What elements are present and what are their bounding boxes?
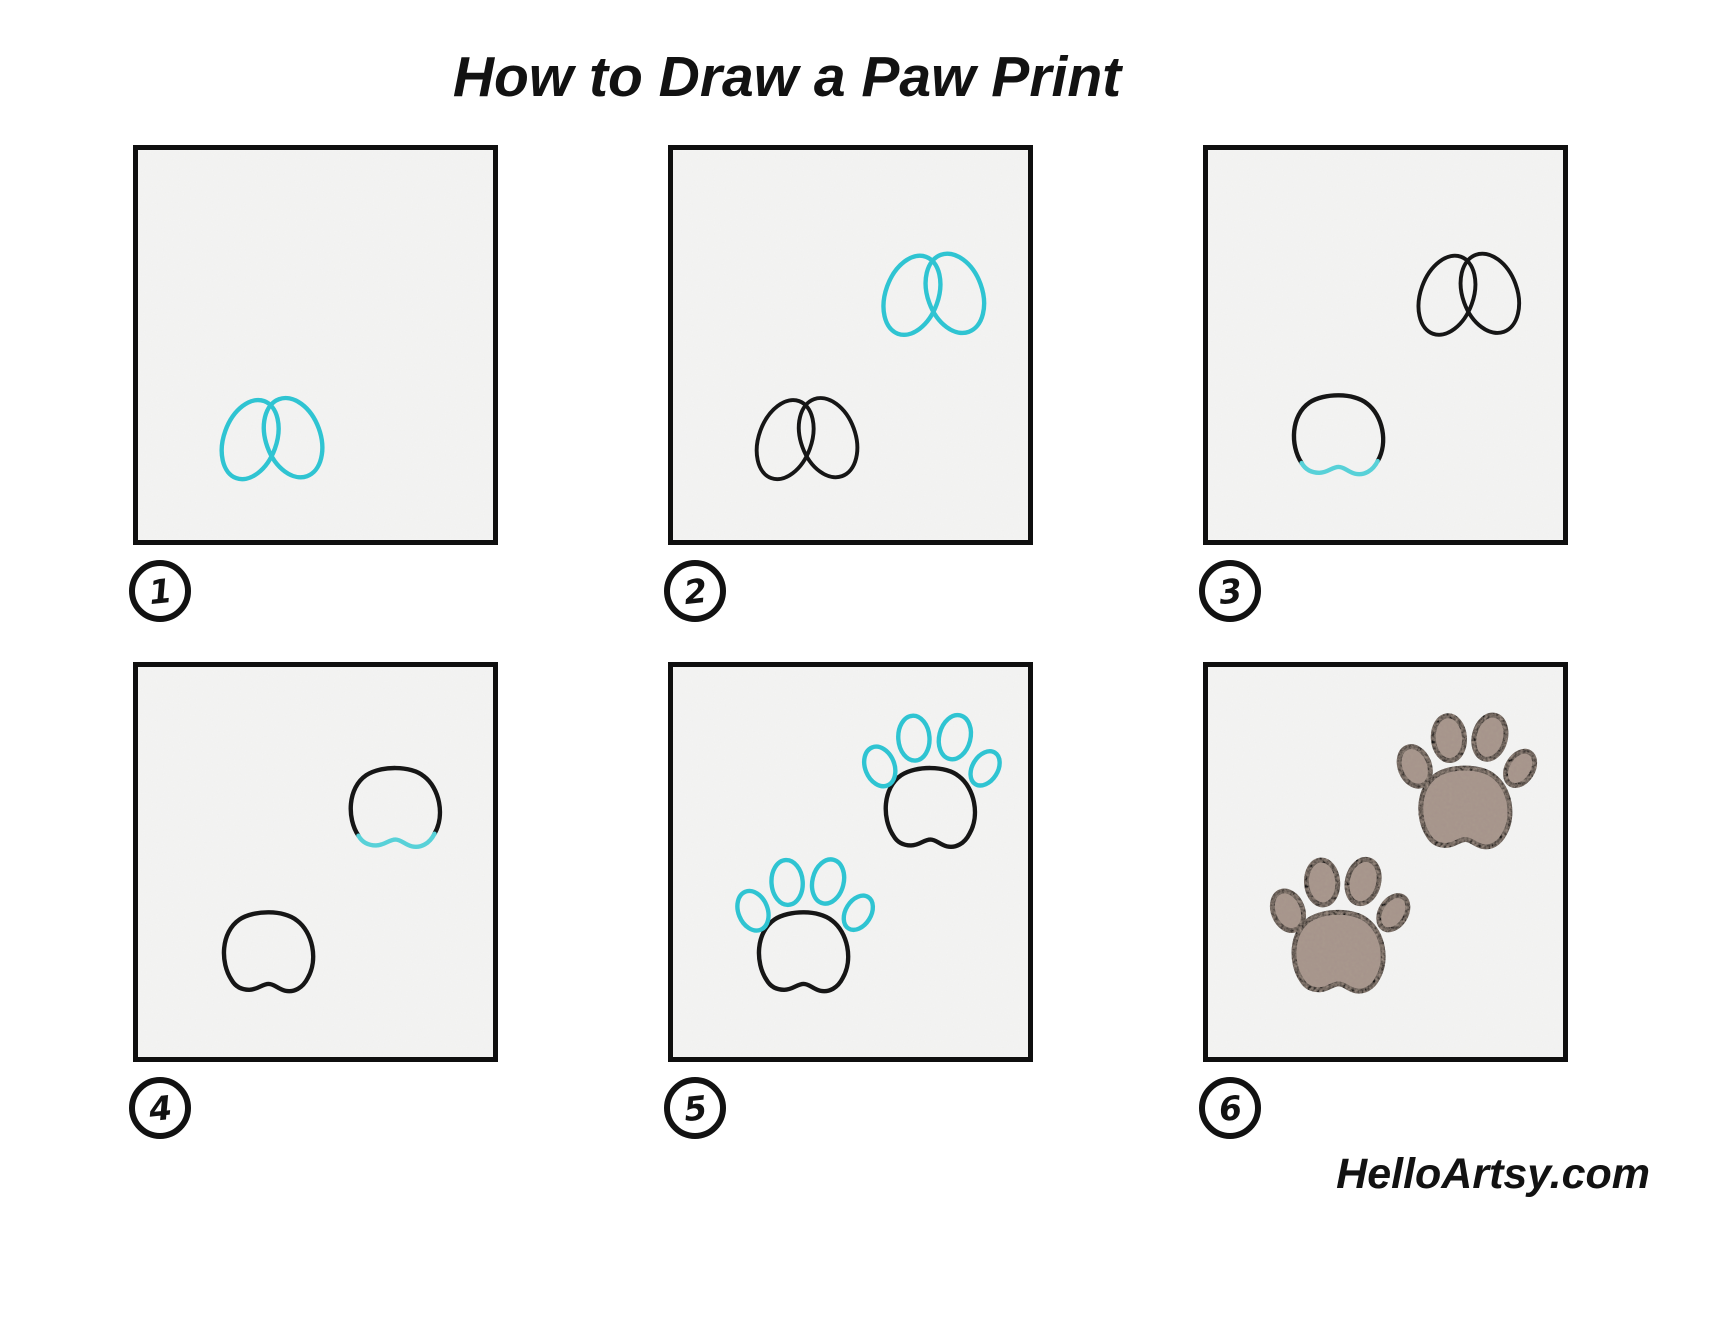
step-number: 2 (681, 570, 709, 612)
paper-background (138, 668, 493, 1056)
step-2-badge (664, 560, 726, 622)
step-3-badge (1199, 560, 1261, 622)
paper-background (1208, 151, 1563, 539)
step-3 (1203, 145, 1568, 612)
filled-pad (1294, 912, 1383, 991)
step-2 (668, 145, 1033, 612)
step-1-badge (129, 560, 191, 622)
page-title: How to Draw a Paw Print (452, 45, 1122, 109)
step-6-drawing (1203, 662, 1568, 1062)
step-4-badge (129, 1077, 191, 1139)
filled-toe (1305, 859, 1339, 906)
paper-background (138, 151, 493, 539)
step-number: 5 (681, 1087, 709, 1129)
site-credit: HelloArtsy.com (1336, 1150, 1650, 1198)
step-number: 1 (146, 570, 174, 612)
step-5-badge (664, 1077, 726, 1139)
step-6 (1203, 662, 1568, 1129)
filled-pad (1421, 768, 1510, 847)
filled-toe (1432, 715, 1466, 762)
step-number: 6 (1216, 1087, 1244, 1129)
step-1 (133, 145, 498, 612)
step-number: 4 (146, 1087, 174, 1129)
step-number: 3 (1216, 570, 1244, 612)
step-4 (133, 662, 498, 1129)
paper-background (673, 668, 1028, 1056)
step-2-drawing (668, 145, 1033, 545)
step-1-drawing (133, 145, 498, 545)
step-6-badge (1199, 1077, 1261, 1139)
paper-background (1208, 668, 1563, 1056)
step-5 (668, 662, 1033, 1129)
step-4-drawing (133, 662, 498, 1062)
paper-background (673, 151, 1028, 539)
step-5-drawing (668, 662, 1033, 1062)
step-3-drawing (1203, 145, 1568, 545)
